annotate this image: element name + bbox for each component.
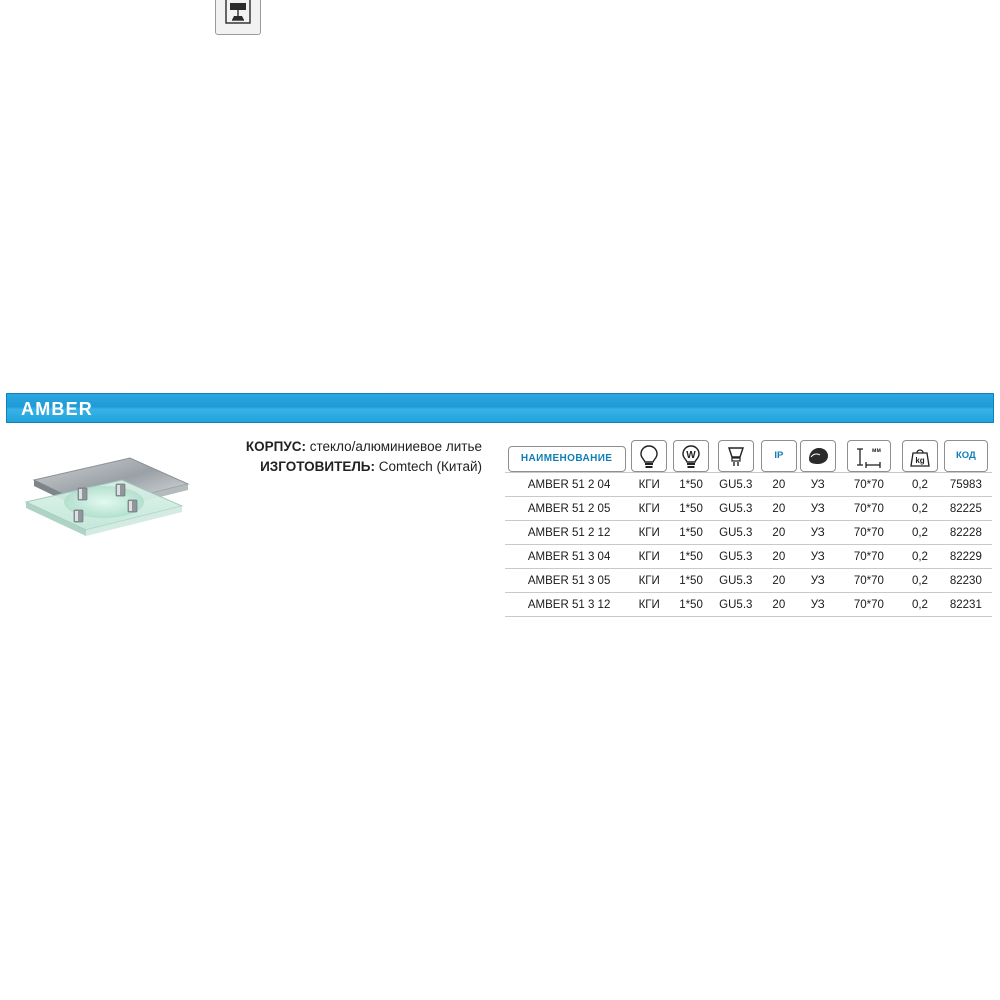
cell-code: 82231 <box>940 593 992 617</box>
header-lamp <box>628 440 670 473</box>
code-label: КОД <box>955 450 976 461</box>
cell-lamp: КГИ <box>628 545 670 569</box>
cell-watt: 1*50 <box>670 593 712 617</box>
cell-lamp: КГИ <box>628 569 670 593</box>
lamp-base-icon <box>718 440 754 472</box>
cell-watt: 1*50 <box>670 497 712 521</box>
cell-watt: 1*50 <box>670 545 712 569</box>
specification-table <box>505 440 992 617</box>
product-header-band <box>6 393 994 423</box>
cell-weight: 0,2 <box>900 497 940 521</box>
cell-base: GU5.3 <box>712 593 760 617</box>
weight-icon <box>902 440 938 472</box>
lamp-illustration <box>12 440 212 570</box>
cell-weight: 0,2 <box>900 593 940 617</box>
cell-code: 82229 <box>940 545 992 569</box>
cell-name: AMBER 51 3 05 <box>505 569 628 593</box>
cell-climate: УЗ <box>798 497 838 521</box>
cell-base: GU5.3 <box>712 473 760 497</box>
manufacturer-line <box>222 457 482 477</box>
header-ip <box>760 440 798 473</box>
table-row[interactable] <box>505 569 992 593</box>
cell-dimensions: 70*70 <box>837 593 900 617</box>
table-row[interactable] <box>505 593 992 617</box>
cell-weight: 0,2 <box>900 545 940 569</box>
ip-label: IP <box>774 450 784 461</box>
table-row[interactable] <box>505 473 992 497</box>
cell-dimensions: 70*70 <box>837 497 900 521</box>
cell-watt: 1*50 <box>670 569 712 593</box>
bulb-icon <box>631 440 667 472</box>
header-weight <box>900 440 940 473</box>
table-row[interactable] <box>505 521 992 545</box>
product-photo <box>12 440 212 570</box>
watt-icon <box>673 440 709 472</box>
cell-name: AMBER 51 3 04 <box>505 545 628 569</box>
ip-rating-icon <box>761 440 797 472</box>
code-icon <box>944 440 988 472</box>
manufacturer-value: Comtech (Китай) <box>375 459 482 474</box>
cell-watt: 1*50 <box>670 473 712 497</box>
header-name <box>505 440 628 473</box>
cell-ip: 20 <box>760 521 798 545</box>
cell-code: 82228 <box>940 521 992 545</box>
cell-lamp: КГИ <box>628 521 670 545</box>
ceiling-mount-icon <box>215 0 261 35</box>
cell-code: 75983 <box>940 473 992 497</box>
cell-base: GU5.3 <box>712 521 760 545</box>
cell-base: GU5.3 <box>712 497 760 521</box>
cell-dimensions: 70*70 <box>837 521 900 545</box>
cell-code: 82225 <box>940 497 992 521</box>
cell-ip: 20 <box>760 497 798 521</box>
product-description <box>222 437 482 477</box>
cell-lamp: КГИ <box>628 593 670 617</box>
svg-text:мм: мм <box>871 448 881 454</box>
cell-base: GU5.3 <box>712 569 760 593</box>
cell-ip: 20 <box>760 569 798 593</box>
cell-watt: 1*50 <box>670 521 712 545</box>
cell-weight: 0,2 <box>900 521 940 545</box>
table-body <box>505 473 992 617</box>
cell-weight: 0,2 <box>900 473 940 497</box>
cell-ip: 20 <box>760 593 798 617</box>
cell-climate: УЗ <box>798 521 838 545</box>
header-dimensions <box>837 440 900 473</box>
table-header-row <box>505 440 992 473</box>
cell-climate: УЗ <box>798 473 838 497</box>
cell-ip: 20 <box>760 473 798 497</box>
cell-name: AMBER 51 2 05 <box>505 497 628 521</box>
cell-lamp: КГИ <box>628 497 670 521</box>
body-label: КОРПУС: <box>245 439 306 454</box>
cell-base: GU5.3 <box>712 545 760 569</box>
cell-name: AMBER 51 3 12 <box>505 593 628 617</box>
spec-table-element <box>505 440 992 617</box>
table-row[interactable] <box>505 545 992 569</box>
cell-name: AMBER 51 2 04 <box>505 473 628 497</box>
manufacturer-label: ИЗГОТОВИТЕЛЬ: <box>260 459 375 474</box>
header-code <box>940 440 992 473</box>
svg-text:W: W <box>686 450 696 461</box>
header-base <box>712 440 760 473</box>
cell-lamp: КГИ <box>628 473 670 497</box>
cell-ip: 20 <box>760 545 798 569</box>
cell-dimensions: 70*70 <box>837 545 900 569</box>
climate-icon <box>800 440 836 472</box>
cell-dimensions: 70*70 <box>837 569 900 593</box>
table-row[interactable] <box>505 497 992 521</box>
header-watt <box>670 440 712 473</box>
cell-weight: 0,2 <box>900 569 940 593</box>
header-climate <box>798 440 838 473</box>
cell-code: 82230 <box>940 569 992 593</box>
header-name-label: НАИМЕНОВАНИЕ <box>508 446 626 472</box>
svg-text:kg: kg <box>915 456 925 465</box>
ceiling-mount-glyph <box>223 0 253 26</box>
table-head <box>505 440 992 473</box>
cell-climate: УЗ <box>798 545 838 569</box>
cell-climate: УЗ <box>798 593 838 617</box>
cell-name: AMBER 51 2 12 <box>505 521 628 545</box>
page-title: AMBER <box>21 399 93 419</box>
cell-climate: УЗ <box>798 569 838 593</box>
body-value: стекло/алюминиевое литье <box>305 439 482 454</box>
dimension-icon <box>847 440 891 472</box>
cell-dimensions: 70*70 <box>837 473 900 497</box>
body-line <box>222 437 482 457</box>
